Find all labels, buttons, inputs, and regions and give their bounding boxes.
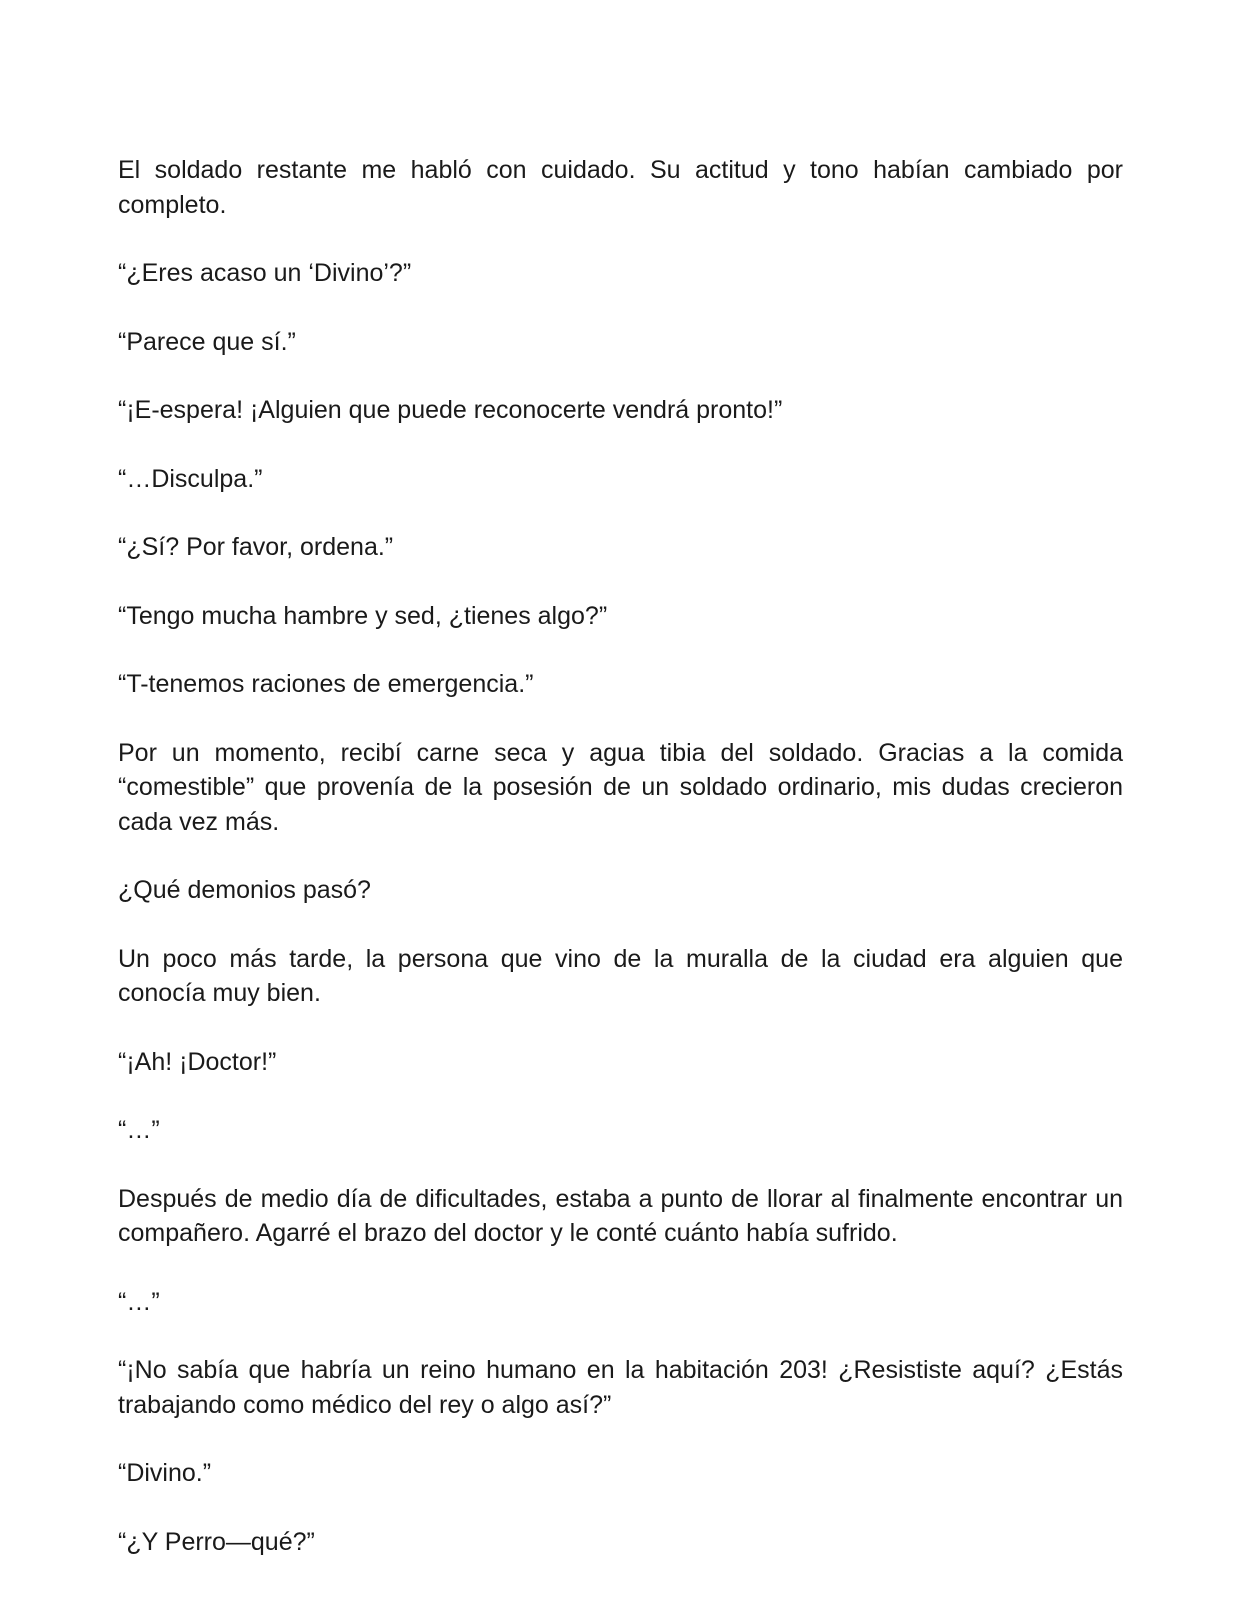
document-body [118,153,1123,1593]
paragraph-dialogue: “¡E-espera! ¡Alguien que puede reconocerte vendrá pronto!” [118,396,783,424]
paragraph-dialogue: “Tengo mucha hambre y sed, ¿tienes algo?” [118,601,608,630]
paragraph-dialogue: “…” [118,1116,160,1144]
paragraph-dialogue: “¡No sabía que habría un reino humano en la habitación 203! ¿Resististe aquí? ¿Estás trabajando como médico del rey o algo así?” [118,1356,1123,1419]
paragraph-narration: Por un momento, recibí carne seca y agua tibia del soldado. Gracias a la comida “comestible” que provenía de la posesión de un soldado ordinario, mis dudas crecieron cada vez más. [118,738,1123,836]
paragraph-dialogue: “¿Eres acaso un ‘Divino’?” [118,259,412,287]
paragraph-dialogue: “T-tenemos raciones de emergencia.” [118,670,534,698]
paragraph-dialogue: “¡Ah! ¡Doctor!” [118,1047,277,1076]
paragraph-dialogue: “¿Sí? Por favor, ordena.” [118,533,394,561]
paragraph-dialogue: “Divino.” [118,1459,212,1487]
paragraph-narration: Un poco más tarde, la persona que vino de la muralla de la ciudad era alguien que conocía muy bien. [118,944,1123,1007]
paragraph-dialogue: “…Disculpa.” [118,464,263,493]
paragraph-dialogue: “Parece que sí.” [118,327,296,356]
paragraph-dialogue: “…” [118,1287,160,1316]
paragraph-narration: Después de medio día de dificultades, estaba a punto de llorar al finalmente encontrar un compañero. Agarré el brazo del doctor y le conté cuánto había sufrido. [118,1184,1123,1247]
paragraph-narration: ¿Qué demonios pasó? [118,876,371,904]
paragraph-narration: El soldado restante me habló con cuidado. Su actitud y tono habían cambiado por completo. [118,156,1123,219]
paragraph-dialogue: “¿Y Perro—qué?” [118,1527,315,1556]
